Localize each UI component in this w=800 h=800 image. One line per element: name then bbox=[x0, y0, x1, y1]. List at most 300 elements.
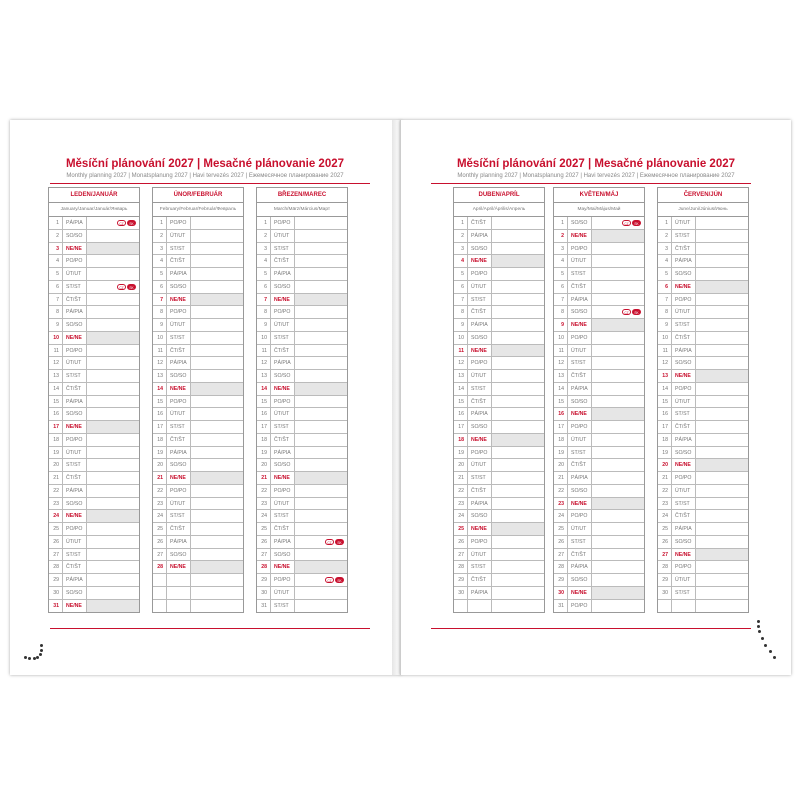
weekday-label: SO/SO bbox=[468, 243, 492, 255]
day-row bbox=[454, 370, 544, 383]
note-cell[interactable] bbox=[696, 255, 748, 267]
weekday-label: NE/NE bbox=[468, 255, 492, 267]
note-cell[interactable] bbox=[592, 574, 644, 586]
note-cell[interactable] bbox=[592, 498, 644, 510]
note-cell[interactable] bbox=[492, 319, 544, 331]
note-cell[interactable] bbox=[191, 306, 243, 318]
note-cell[interactable] bbox=[696, 345, 748, 357]
note-cell[interactable] bbox=[492, 574, 544, 586]
note-cell[interactable] bbox=[592, 281, 644, 293]
note-cell[interactable] bbox=[87, 255, 139, 267]
day-number: 24 bbox=[49, 510, 63, 522]
day-number: 28 bbox=[454, 561, 468, 573]
note-cell[interactable] bbox=[492, 459, 544, 471]
day-number: 20 bbox=[658, 459, 672, 471]
note-cell[interactable] bbox=[191, 485, 243, 497]
note-cell[interactable] bbox=[696, 472, 748, 484]
note-cell[interactable] bbox=[295, 523, 347, 535]
day-row bbox=[658, 370, 748, 383]
note-cell[interactable] bbox=[295, 306, 347, 318]
day-row bbox=[257, 561, 347, 574]
note-cell[interactable] bbox=[696, 268, 748, 280]
note-cell[interactable] bbox=[191, 332, 243, 344]
note-cell[interactable] bbox=[87, 434, 139, 446]
note-cell[interactable] bbox=[295, 459, 347, 471]
note-cell[interactable] bbox=[696, 421, 748, 433]
note-cell[interactable] bbox=[191, 408, 243, 420]
note-cell[interactable] bbox=[87, 600, 139, 613]
note-cell[interactable] bbox=[592, 447, 644, 459]
top-rule bbox=[50, 183, 370, 184]
note-cell[interactable] bbox=[492, 498, 544, 510]
month-languages: April/April/Április/Апрель bbox=[454, 203, 544, 217]
note-cell[interactable] bbox=[592, 421, 644, 433]
note-cell[interactable] bbox=[191, 357, 243, 369]
day-number: 15 bbox=[658, 396, 672, 408]
day-number: 27 bbox=[257, 549, 271, 561]
weekday-label: ÚT/UT bbox=[271, 587, 295, 599]
note-cell[interactable] bbox=[191, 447, 243, 459]
day-row bbox=[454, 574, 544, 587]
day-number: 6 bbox=[153, 281, 167, 293]
day-number: 8 bbox=[153, 306, 167, 318]
note-cell[interactable] bbox=[592, 600, 644, 613]
weekday-label bbox=[672, 600, 696, 613]
weekday-label: ČT/ŠT bbox=[63, 294, 87, 306]
day-number: 7 bbox=[49, 294, 63, 306]
note-cell[interactable] bbox=[87, 447, 139, 459]
note-cell[interactable] bbox=[191, 434, 243, 446]
note-cell[interactable] bbox=[592, 319, 644, 331]
note-cell[interactable] bbox=[592, 485, 644, 497]
note-cell[interactable] bbox=[592, 345, 644, 357]
note-cell[interactable] bbox=[87, 485, 139, 497]
note-cell[interactable] bbox=[696, 600, 748, 613]
day-number bbox=[658, 600, 672, 613]
day-row bbox=[658, 510, 748, 523]
note-cell[interactable] bbox=[191, 472, 243, 484]
note-cell[interactable] bbox=[87, 294, 139, 306]
weekday-label: NE/NE bbox=[672, 549, 696, 561]
weekday-label: NE/NE bbox=[568, 319, 592, 331]
note-cell[interactable] bbox=[592, 383, 644, 395]
note-cell[interactable] bbox=[87, 510, 139, 522]
day-row bbox=[49, 230, 139, 243]
note-cell[interactable] bbox=[696, 306, 748, 318]
note-cell[interactable] bbox=[191, 268, 243, 280]
note-cell[interactable] bbox=[295, 472, 347, 484]
note-cell[interactable] bbox=[696, 523, 748, 535]
note-cell[interactable] bbox=[592, 587, 644, 599]
note-cell[interactable] bbox=[592, 243, 644, 255]
note-cell[interactable] bbox=[592, 536, 644, 548]
note-cell[interactable] bbox=[87, 217, 139, 229]
note-cell[interactable] bbox=[87, 370, 139, 382]
note-cell[interactable] bbox=[592, 370, 644, 382]
day-number: 3 bbox=[153, 243, 167, 255]
note-cell[interactable] bbox=[696, 510, 748, 522]
note-cell[interactable] bbox=[696, 319, 748, 331]
note-cell[interactable] bbox=[295, 561, 347, 573]
note-cell[interactable] bbox=[87, 536, 139, 548]
day-row bbox=[658, 561, 748, 574]
note-cell[interactable] bbox=[87, 459, 139, 471]
day-row bbox=[454, 587, 544, 600]
note-cell[interactable] bbox=[492, 587, 544, 599]
note-cell[interactable] bbox=[295, 281, 347, 293]
note-cell[interactable] bbox=[295, 498, 347, 510]
weekday-label: PO/PO bbox=[672, 472, 696, 484]
note-cell[interactable] bbox=[191, 230, 243, 242]
binding-hole bbox=[761, 637, 764, 640]
note-cell[interactable] bbox=[696, 459, 748, 471]
note-cell[interactable] bbox=[87, 498, 139, 510]
day-row bbox=[153, 587, 243, 600]
note-cell[interactable] bbox=[492, 281, 544, 293]
note-cell[interactable] bbox=[87, 357, 139, 369]
note-cell[interactable] bbox=[295, 255, 347, 267]
weekday-label: PO/PO bbox=[271, 217, 295, 229]
weekday-label: ÚT/UT bbox=[468, 281, 492, 293]
note-cell[interactable] bbox=[295, 243, 347, 255]
weekday-label: ST/ST bbox=[167, 421, 191, 433]
note-cell[interactable] bbox=[492, 370, 544, 382]
weekday-label: PO/PO bbox=[63, 523, 87, 535]
note-cell[interactable] bbox=[295, 357, 347, 369]
note-cell[interactable] bbox=[696, 332, 748, 344]
note-cell[interactable] bbox=[492, 536, 544, 548]
day-number bbox=[153, 587, 167, 599]
weekday-label: SO/SO bbox=[63, 230, 87, 242]
note-cell[interactable] bbox=[191, 587, 243, 599]
note-cell[interactable] bbox=[191, 549, 243, 561]
note-cell[interactable] bbox=[696, 587, 748, 599]
note-cell[interactable] bbox=[295, 230, 347, 242]
note-cell[interactable] bbox=[592, 230, 644, 242]
weekday-label: PO/PO bbox=[672, 561, 696, 573]
note-cell[interactable] bbox=[191, 319, 243, 331]
weekday-label: SO/SO bbox=[568, 306, 592, 318]
note-cell[interactable] bbox=[592, 268, 644, 280]
note-cell[interactable] bbox=[592, 306, 644, 318]
day-number: 15 bbox=[554, 396, 568, 408]
note-cell[interactable] bbox=[492, 357, 544, 369]
note-cell[interactable] bbox=[87, 332, 139, 344]
day-row bbox=[658, 498, 748, 511]
weekday-label: ST/ST bbox=[63, 281, 87, 293]
note-cell[interactable] bbox=[191, 281, 243, 293]
day-number: 5 bbox=[153, 268, 167, 280]
note-cell[interactable] bbox=[592, 294, 644, 306]
note-cell[interactable] bbox=[87, 306, 139, 318]
note-cell[interactable] bbox=[492, 332, 544, 344]
note-cell[interactable] bbox=[696, 434, 748, 446]
weekday-label: PO/PO bbox=[568, 600, 592, 613]
day-row bbox=[454, 434, 544, 447]
day-number: 9 bbox=[454, 319, 468, 331]
note-cell[interactable] bbox=[295, 447, 347, 459]
note-cell[interactable] bbox=[592, 217, 644, 229]
note-cell[interactable] bbox=[87, 396, 139, 408]
note-cell[interactable] bbox=[87, 408, 139, 420]
note-cell[interactable] bbox=[295, 332, 347, 344]
day-row bbox=[257, 498, 347, 511]
note-cell[interactable] bbox=[592, 561, 644, 573]
day-number: 7 bbox=[257, 294, 271, 306]
note-cell[interactable] bbox=[191, 255, 243, 267]
note-cell[interactable] bbox=[191, 370, 243, 382]
day-number bbox=[454, 600, 468, 613]
day-row bbox=[658, 306, 748, 319]
day-row bbox=[49, 434, 139, 447]
note-cell[interactable] bbox=[492, 510, 544, 522]
weekday-label: ÚT/UT bbox=[468, 459, 492, 471]
note-cell[interactable] bbox=[696, 396, 748, 408]
day-number: 6 bbox=[257, 281, 271, 293]
note-cell[interactable] bbox=[592, 396, 644, 408]
note-cell[interactable] bbox=[191, 536, 243, 548]
note-cell[interactable] bbox=[87, 549, 139, 561]
note-cell[interactable] bbox=[592, 459, 644, 471]
note-cell[interactable] bbox=[696, 281, 748, 293]
weekday-label: NE/NE bbox=[63, 600, 87, 613]
weekday-label: NE/NE bbox=[568, 587, 592, 599]
note-cell[interactable] bbox=[696, 217, 748, 229]
day-row bbox=[49, 536, 139, 549]
note-cell[interactable] bbox=[492, 345, 544, 357]
note-cell[interactable] bbox=[295, 600, 347, 613]
note-cell[interactable] bbox=[492, 421, 544, 433]
note-cell[interactable] bbox=[295, 549, 347, 561]
page-subtitle: Monthly planning 2027 | Monatsplanung 2027 | Havi tervezés 2027 | Ежемесячное планирование 2027 bbox=[457, 173, 735, 179]
day-row bbox=[49, 268, 139, 281]
note-cell[interactable] bbox=[295, 370, 347, 382]
month-name: KVĚTEN/MÁJ bbox=[554, 188, 644, 203]
note-cell[interactable] bbox=[592, 549, 644, 561]
day-row bbox=[554, 472, 644, 485]
day-row bbox=[257, 255, 347, 268]
weekday-label: ÚT/UT bbox=[468, 549, 492, 561]
note-cell[interactable] bbox=[696, 357, 748, 369]
day-row bbox=[454, 600, 544, 613]
month-table bbox=[657, 187, 749, 613]
note-cell[interactable] bbox=[592, 510, 644, 522]
month-name: BŘEZEN/MAREC bbox=[257, 188, 347, 203]
note-cell[interactable] bbox=[492, 434, 544, 446]
note-cell[interactable] bbox=[191, 345, 243, 357]
weekday-label: ČT/ŠT bbox=[63, 383, 87, 395]
note-cell[interactable] bbox=[87, 421, 139, 433]
note-cell[interactable] bbox=[87, 587, 139, 599]
note-cell[interactable] bbox=[191, 600, 243, 613]
note-cell[interactable] bbox=[696, 370, 748, 382]
note-cell[interactable] bbox=[191, 574, 243, 586]
weekday-label: ÚT/UT bbox=[167, 230, 191, 242]
day-row bbox=[153, 319, 243, 332]
note-cell[interactable] bbox=[592, 472, 644, 484]
note-cell[interactable] bbox=[191, 510, 243, 522]
note-cell[interactable] bbox=[191, 243, 243, 255]
day-row bbox=[554, 408, 644, 421]
note-cell[interactable] bbox=[492, 243, 544, 255]
note-cell[interactable] bbox=[87, 230, 139, 242]
note-cell[interactable] bbox=[295, 396, 347, 408]
note-cell[interactable] bbox=[696, 294, 748, 306]
note-cell[interactable] bbox=[87, 561, 139, 573]
note-cell[interactable] bbox=[492, 447, 544, 459]
weekday-label: ST/ST bbox=[468, 472, 492, 484]
note-cell[interactable] bbox=[696, 383, 748, 395]
note-cell[interactable] bbox=[87, 523, 139, 535]
day-number: 1 bbox=[153, 217, 167, 229]
note-cell[interactable] bbox=[492, 217, 544, 229]
note-cell[interactable] bbox=[295, 408, 347, 420]
note-cell[interactable] bbox=[696, 574, 748, 586]
note-cell[interactable] bbox=[492, 408, 544, 420]
weekday-label: PÁ/PIA bbox=[271, 357, 295, 369]
note-cell[interactable] bbox=[87, 472, 139, 484]
note-cell[interactable] bbox=[696, 243, 748, 255]
note-cell[interactable] bbox=[191, 294, 243, 306]
note-cell[interactable] bbox=[696, 230, 748, 242]
holiday-badge-icon: SK bbox=[127, 220, 136, 226]
day-row bbox=[554, 459, 644, 472]
day-row bbox=[153, 243, 243, 256]
weekday-label: ÚT/UT bbox=[167, 408, 191, 420]
weekday-label: PÁ/PIA bbox=[63, 485, 87, 497]
weekday-label: SO/SO bbox=[468, 332, 492, 344]
weekday-label: PÁ/PIA bbox=[63, 396, 87, 408]
note-cell[interactable] bbox=[592, 255, 644, 267]
note-cell[interactable] bbox=[295, 345, 347, 357]
day-number: 31 bbox=[49, 600, 63, 613]
day-number: 18 bbox=[49, 434, 63, 446]
day-row bbox=[554, 243, 644, 256]
weekday-label: NE/NE bbox=[167, 472, 191, 484]
month-name: ÚNOR/FEBRUÁR bbox=[153, 188, 243, 203]
note-cell[interactable] bbox=[492, 600, 544, 613]
note-cell[interactable] bbox=[492, 306, 544, 318]
note-cell[interactable] bbox=[696, 561, 748, 573]
note-cell[interactable] bbox=[492, 268, 544, 280]
note-cell[interactable] bbox=[191, 561, 243, 573]
note-cell[interactable] bbox=[295, 319, 347, 331]
day-number: 4 bbox=[153, 255, 167, 267]
planner-spread bbox=[0, 120, 800, 680]
note-cell[interactable] bbox=[492, 294, 544, 306]
day-number: 23 bbox=[153, 498, 167, 510]
day-number: 23 bbox=[554, 498, 568, 510]
note-cell[interactable] bbox=[191, 498, 243, 510]
day-number: 1 bbox=[554, 217, 568, 229]
note-cell[interactable] bbox=[492, 523, 544, 535]
weekday-label: PÁ/PIA bbox=[271, 268, 295, 280]
note-cell[interactable] bbox=[492, 396, 544, 408]
day-number: 21 bbox=[49, 472, 63, 484]
note-cell[interactable] bbox=[295, 421, 347, 433]
holiday-badge-icon: CZ bbox=[325, 539, 334, 545]
note-cell[interactable] bbox=[696, 447, 748, 459]
note-cell[interactable] bbox=[492, 561, 544, 573]
month-languages: February/Februar/Február/Февраль bbox=[153, 203, 243, 217]
note-cell[interactable] bbox=[87, 268, 139, 280]
month-languages: March/März/Március/Март bbox=[257, 203, 347, 217]
note-cell[interactable] bbox=[191, 383, 243, 395]
day-row bbox=[257, 217, 347, 230]
note-cell[interactable] bbox=[87, 574, 139, 586]
weekday-label: NE/NE bbox=[568, 498, 592, 510]
note-cell[interactable] bbox=[492, 485, 544, 497]
day-number: 19 bbox=[257, 447, 271, 459]
day-row bbox=[658, 281, 748, 294]
note-cell[interactable] bbox=[295, 574, 347, 586]
day-number: 17 bbox=[153, 421, 167, 433]
day-number: 19 bbox=[554, 447, 568, 459]
note-cell[interactable] bbox=[191, 523, 243, 535]
weekday-label bbox=[167, 600, 191, 613]
note-cell[interactable] bbox=[87, 345, 139, 357]
note-cell[interactable] bbox=[295, 536, 347, 548]
note-cell[interactable] bbox=[592, 408, 644, 420]
weekday-label: ČT/ŠT bbox=[568, 281, 592, 293]
note-cell[interactable] bbox=[87, 383, 139, 395]
day-number: 7 bbox=[153, 294, 167, 306]
note-cell[interactable] bbox=[295, 485, 347, 497]
note-cell[interactable] bbox=[191, 421, 243, 433]
note-cell[interactable] bbox=[295, 383, 347, 395]
day-number: 30 bbox=[554, 587, 568, 599]
note-cell[interactable] bbox=[295, 217, 347, 229]
note-cell[interactable] bbox=[191, 217, 243, 229]
note-cell[interactable] bbox=[492, 255, 544, 267]
day-row bbox=[554, 255, 644, 268]
note-cell[interactable] bbox=[191, 459, 243, 471]
note-cell[interactable] bbox=[696, 498, 748, 510]
note-cell[interactable] bbox=[295, 294, 347, 306]
note-cell[interactable] bbox=[87, 319, 139, 331]
day-row bbox=[153, 574, 243, 587]
day-row bbox=[153, 370, 243, 383]
note-cell[interactable] bbox=[592, 332, 644, 344]
note-cell[interactable] bbox=[295, 510, 347, 522]
note-cell[interactable] bbox=[492, 472, 544, 484]
holiday-badge-icon: CZ bbox=[117, 220, 126, 226]
note-cell[interactable] bbox=[696, 485, 748, 497]
note-cell[interactable] bbox=[295, 268, 347, 280]
note-cell[interactable] bbox=[87, 243, 139, 255]
note-cell[interactable] bbox=[592, 523, 644, 535]
weekday-label: ČT/ŠT bbox=[271, 345, 295, 357]
weekday-label: PO/PO bbox=[672, 294, 696, 306]
note-cell[interactable] bbox=[492, 549, 544, 561]
day-number: 14 bbox=[454, 383, 468, 395]
note-cell[interactable] bbox=[592, 434, 644, 446]
note-cell[interactable] bbox=[696, 536, 748, 548]
weekday-label: NE/NE bbox=[271, 472, 295, 484]
note-cell[interactable] bbox=[592, 357, 644, 369]
note-cell[interactable] bbox=[87, 281, 139, 293]
note-cell[interactable] bbox=[696, 549, 748, 561]
weekday-label: PÁ/PIA bbox=[672, 255, 696, 267]
day-row bbox=[49, 408, 139, 421]
note-cell[interactable] bbox=[492, 383, 544, 395]
note-cell[interactable] bbox=[295, 587, 347, 599]
note-cell[interactable] bbox=[191, 396, 243, 408]
note-cell[interactable] bbox=[696, 408, 748, 420]
month-name: ČERVEN/JÚN bbox=[658, 188, 748, 203]
note-cell[interactable] bbox=[492, 230, 544, 242]
note-cell[interactable] bbox=[295, 434, 347, 446]
